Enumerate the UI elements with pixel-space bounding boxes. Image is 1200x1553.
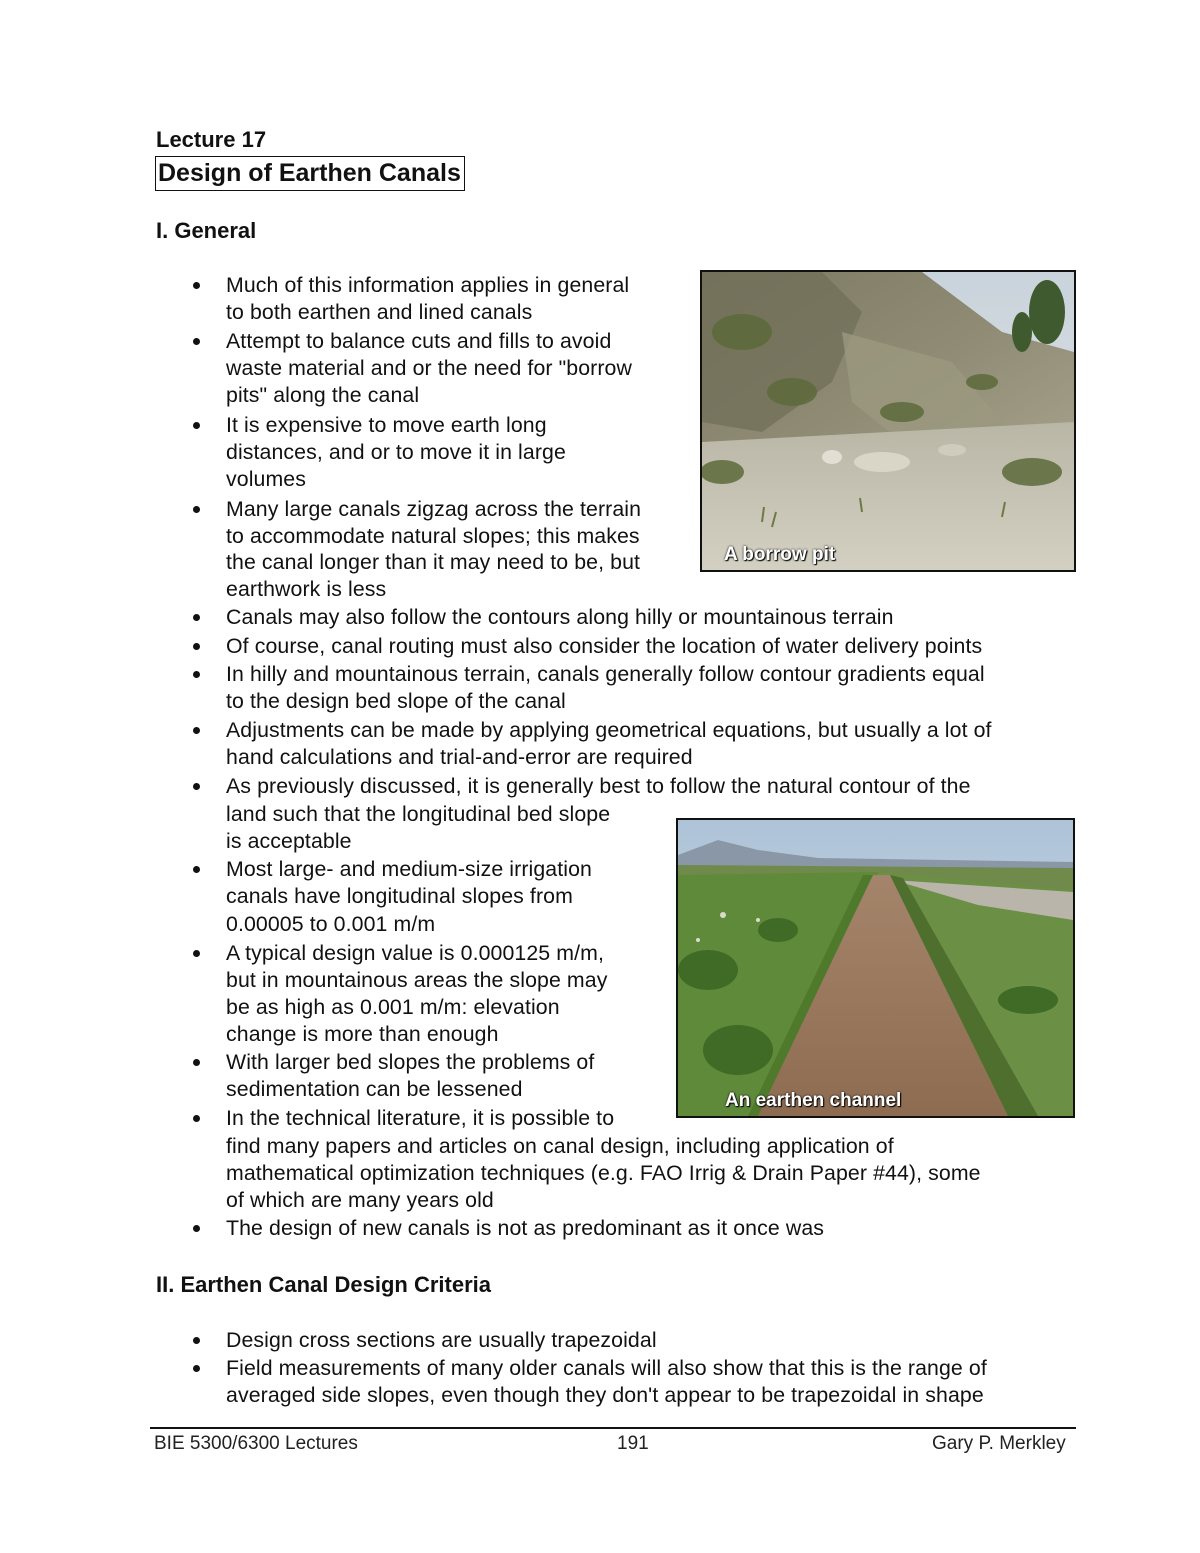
- section-heading-design-criteria: II. Earthen Canal Design Criteria: [156, 1272, 491, 1297]
- bullet-marker: [193, 614, 200, 621]
- bullet-marker: [193, 866, 200, 873]
- bullet-marker: [193, 422, 200, 429]
- list-item-line: find many papers and articles on canal design, including application of: [226, 1134, 894, 1158]
- bullet-marker: [193, 506, 200, 513]
- list-item-line: hand calculations and trial-and-error are required: [226, 745, 693, 769]
- list-item-line: A typical design value is 0.000125 m/m,: [226, 941, 604, 965]
- list-item-line: 0.00005 to 0.001 m/m: [226, 912, 436, 936]
- list-item-line: of which are many years old: [226, 1188, 494, 1212]
- bullet-marker: [193, 783, 200, 790]
- footer-course: BIE 5300/6300 Lectures: [154, 1433, 358, 1454]
- list-item-line: In hilly and mountainous terrain, canals generally follow contour gradients equal: [226, 662, 985, 686]
- list-item-line: to both earthen and lined canals: [226, 300, 533, 324]
- bullet-marker: [193, 1059, 200, 1066]
- footer-author: Gary P. Merkley: [932, 1433, 1066, 1454]
- section-heading-general: I. General: [156, 218, 257, 243]
- list-item-line: Of course, canal routing must also consider the location of water delivery points: [226, 634, 983, 658]
- bullet-marker: [193, 643, 200, 650]
- list-item-line: to accommodate natural slopes; this makes: [226, 524, 640, 548]
- footer-divider: [150, 1427, 1076, 1429]
- bullet-marker: [193, 671, 200, 678]
- earthen-channel-photo: [676, 818, 1075, 1118]
- bullet-marker: [193, 1337, 200, 1344]
- borrow-pit-caption: A borrow pit: [724, 544, 836, 565]
- list-item-line: Design cross sections are usually trapezoidal: [226, 1328, 657, 1352]
- list-item-line: mathematical optimization techniques (e.g. FAO Irrig & Drain Paper #44), some: [226, 1161, 981, 1185]
- bullet-marker: [193, 1225, 200, 1232]
- list-item-line: With larger bed slopes the problems of: [226, 1050, 595, 1074]
- list-item-line: sedimentation can be lessened: [226, 1077, 523, 1101]
- list-item-line: The design of new canals is not as predominant as it once was: [226, 1216, 825, 1240]
- document-title: Design of Earthen Canals: [155, 156, 465, 191]
- earthen-channel-caption: An earthen channel: [725, 1090, 902, 1111]
- list-item-line: Attempt to balance cuts and fills to avoid: [226, 329, 612, 353]
- borrow-pit-photo: [700, 270, 1076, 572]
- list-item-line: Much of this information applies in general: [226, 273, 630, 297]
- earthen-channel-image: [678, 820, 1073, 1116]
- list-item-line: It is expensive to move earth long: [226, 413, 547, 437]
- list-item-line: pits" along the canal: [226, 383, 420, 407]
- list-item-line: volumes: [226, 467, 307, 491]
- list-item-line: Field measurements of many older canals will also show that this is the range of: [226, 1356, 987, 1380]
- bullet-marker: [193, 727, 200, 734]
- list-item-line: distances, and or to move it in large: [226, 440, 566, 464]
- list-item-line: Many large canals zigzag across the terrain: [226, 497, 642, 521]
- list-item-line: land such that the longitudinal bed slope: [226, 802, 611, 826]
- borrow-pit-image: [702, 272, 1074, 570]
- list-item-line: waste material and or the need for "borrow: [226, 356, 632, 380]
- list-item-line: be as high as 0.001 m/m: elevation: [226, 995, 560, 1019]
- list-item-line: change is more than enough: [226, 1022, 499, 1046]
- list-item-line: Adjustments can be made by applying geometrical equations, but usually a lot of: [226, 718, 992, 742]
- list-item-line: but in mountainous areas the slope may: [226, 968, 608, 992]
- list-item-line: earthwork is less: [226, 577, 387, 601]
- list-item-line: In the technical literature, it is possible to: [226, 1106, 615, 1130]
- bullet-marker: [193, 1115, 200, 1122]
- list-item-line: averaged side slopes, even though they don't appear to be trapezoidal in shape: [226, 1383, 984, 1407]
- list-item-line: canals have longitudinal slopes from: [226, 884, 573, 908]
- list-item-line: Most large- and medium-size irrigation: [226, 857, 592, 881]
- page-number: 191: [617, 1433, 649, 1454]
- list-item-line: As previously discussed, it is generally best to follow the natural contour of the: [226, 774, 971, 798]
- list-item-line: the canal longer than it may need to be, but: [226, 550, 641, 574]
- bullet-marker: [193, 338, 200, 345]
- list-item-line: Canals may also follow the contours along hilly or mountainous terrain: [226, 605, 894, 629]
- lecture-number: Lecture 17: [156, 127, 267, 152]
- bullet-marker: [193, 950, 200, 957]
- bullet-marker: [193, 282, 200, 289]
- bullet-marker: [193, 1365, 200, 1372]
- list-item-line: is acceptable: [226, 829, 352, 853]
- list-item-line: to the design bed slope of the canal: [226, 689, 566, 713]
